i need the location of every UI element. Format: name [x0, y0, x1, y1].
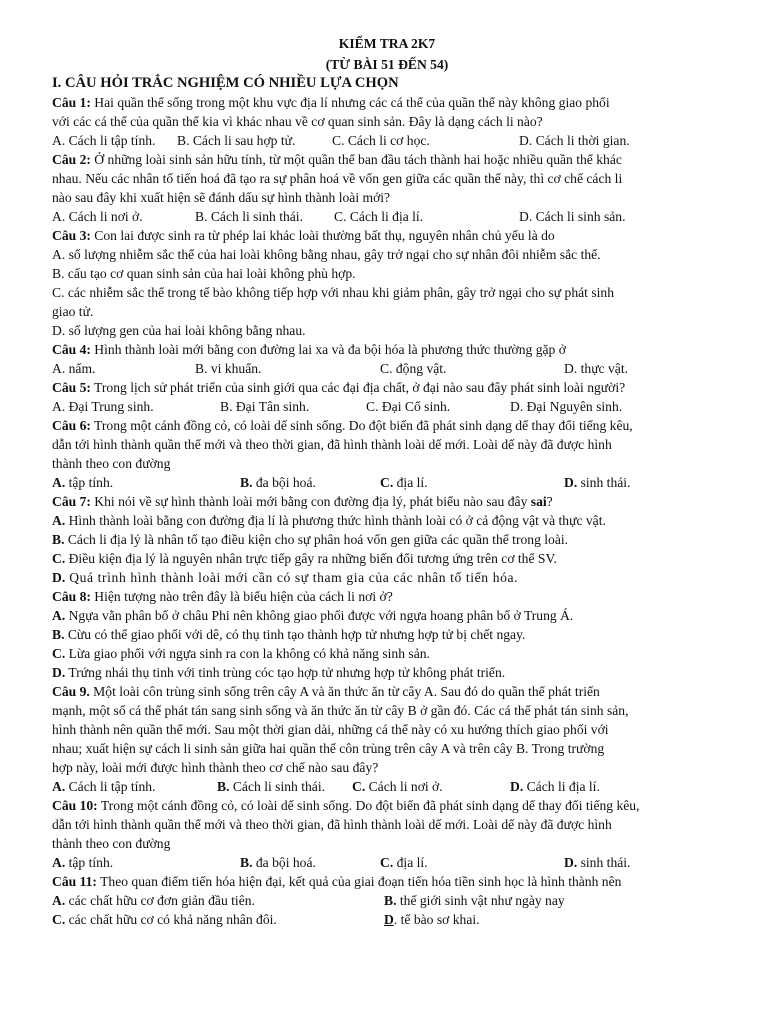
option-d: D. Cách li sinh sản.	[519, 209, 626, 224]
option-d: D. sinh thái.	[564, 855, 631, 870]
option-d: D. tế bào sơ khai.	[384, 912, 480, 927]
question-text: với các cá thể của quần thể kia vì khác nhau về cơ quan sinh sản. Đây là dạng cách li nào?	[52, 114, 543, 129]
section-heading: I. CÂU HỎI TRẮC NGHIỆM CÓ NHIỀU LỰA CHỌN	[52, 75, 399, 91]
question-text: Khi nói về sự hình thành loài mới bằng con đường địa lý, phát biểu nào sau đây	[90, 494, 531, 509]
question-label: Câu 10:	[52, 798, 98, 813]
question-text: nhau; xuất hiện sự cách li sinh sản giữa hai quần thể côn trùng trên cây A và trên cây B. Trong trường	[52, 741, 605, 756]
question-label: Câu 6:	[52, 418, 91, 433]
question-7: Câu 7: Khi nói về sự hình thành loài mới bằng con đường địa lý, phát biểu nào sau đây sai? A. Hình thành loài bằng con đường địa lí là phương thức hình thành loài có ở cả động vật và thực vật. B. Cách li địa lý là nhân tố tạo điều kiện cho sự phân hoá vốn gen giữa các quần thể trong loài. C. Điều kiện địa lý là nguyên nhân trực tiếp gây ra những biến đổi tương ứng trên cơ thể SV. D. Quá trình hình thành loài mới cần có sự tham gia của các nhân tố tiến hóa.	[52, 492, 722, 587]
option-c-cont: giao tử.	[52, 304, 94, 319]
option-b: B. đa bội hoá.	[240, 855, 316, 870]
question-10	[52, 796, 722, 872]
question-text: Con lai được sinh ra từ phép lai khác loài thường bất thụ, nguyên nhân chủ yếu là do	[90, 228, 555, 243]
question-text: Một loài côn trùng sinh sống trên cây A và ăn thức ăn từ cây A. Sau đó do quần thể phát triển	[89, 684, 600, 699]
question-label: Câu 9.	[52, 684, 90, 699]
option-b: B. Cách li sinh thái.	[195, 209, 303, 224]
question-2	[52, 150, 722, 226]
question-text: thành theo con đường	[52, 456, 171, 471]
question-text: dẫn tới hình thành quần thể mới và theo thời gian, đã hình thành loài dế mới. Loài dế này đã được hình	[52, 817, 612, 832]
option-c: C. Đại Cổ sinh.	[366, 399, 451, 414]
question-text: Hai quần thể sống trong một khu vực địa lí nhưng các cá thể của quần thể này không giao phối	[90, 95, 610, 110]
option-c: C. địa lí.	[380, 475, 428, 490]
option-a: A. số lượng nhiễm sắc thể của hai loài không bằng nhau, gây trở ngại cho sự nhân đôi nhiễm sắc thể.	[52, 247, 601, 262]
question-text: thành theo con đường	[52, 836, 171, 851]
option-b: B. thế giới sinh vật như ngày nay	[384, 893, 565, 908]
question-text: Trong một cánh đồng cỏ, có loài dế sinh sống. Do đột biến đã phát sinh dạng dế thay đổi tiếng kêu,	[97, 798, 640, 813]
question-text: nào sau đây khi xuất hiện sẽ đánh dấu sự hình thành loài mới?	[52, 190, 391, 205]
option-c: C. động vật.	[380, 361, 447, 376]
question-text: Theo quan điểm tiến hóa hiện đại, kết quả của giai đoạn tiến hóa tiền sinh học là hình thành nên	[96, 874, 622, 889]
question-text: Ở những loài sinh sản hữu tính, từ một quần thể ban đầu tách thành hai hoặc nhiều quần thể khác	[90, 152, 622, 167]
question-8	[52, 587, 722, 682]
option-a: A. tập tính.	[52, 855, 114, 870]
question-1	[52, 93, 722, 150]
question-text: Hình thành loài mới bằng con đường lai xa và đa bội hóa là phương thức thường gặp ở	[90, 342, 566, 357]
option-c: C. địa lí.	[380, 855, 428, 870]
option-a: A. tập tính.	[52, 475, 114, 490]
option-b: B. Cừu có thể giao phối với dê, có thụ tinh tạo thành hợp tử nhưng hợp tử bị chết ngay.	[52, 627, 526, 642]
option-d: D. Cách li địa lí.	[510, 779, 600, 794]
option-d: D. Cách li thời gian.	[519, 133, 630, 148]
question-label: Câu 3:	[52, 228, 91, 243]
option-a: A. Hình thành loài bằng con đường địa lí là phương thức hình thành loài có ở cả động vật và thực vật.	[52, 513, 606, 528]
option-c: C. Cách li cơ học.	[332, 133, 430, 148]
question-3	[52, 226, 722, 340]
option-d: D. Đại Nguyên sinh.	[510, 399, 623, 414]
question-label: Câu 7:	[52, 494, 91, 509]
option-d: D. Quá trình hình thành loài mới cần có sự tham gia của các nhân tố tiến hóa.	[52, 570, 519, 585]
option-c: C. các chất hữu cơ có khả năng nhân đôi.	[52, 912, 277, 927]
exam-subtitle: (TỪ BÀI 51 ĐẾN 54)	[325, 57, 449, 72]
exam-title: KIỂM TRA 2K7	[338, 36, 436, 51]
option-c: C. Cách li nơi ở.	[352, 779, 443, 794]
question-text: mạnh, một số cá thể phát tán sang sinh sống và ăn thức ăn từ cây B ở gần đó. Các cá thể phát tán sinh sản,	[52, 703, 629, 718]
question-label: Câu 11:	[52, 874, 97, 889]
option-a: A. nấm.	[52, 361, 96, 376]
option-c: C. Lừa giao phối với ngựa sinh ra con la không có khả năng sinh sản.	[52, 646, 430, 661]
option-a: A. các chất hữu cơ đơn giản đầu tiên.	[52, 893, 255, 908]
exam-document	[52, 34, 722, 929]
option-c: C. Cách li địa lí.	[334, 209, 424, 224]
question-5	[52, 378, 722, 416]
question-4	[52, 340, 722, 378]
keyword-sai: sai	[530, 494, 547, 509]
question-text: hợp này, loài mới được hình thành theo cơ chế nào sau đây?	[52, 760, 379, 775]
option-d: D. Trứng nhái thụ tinh với tinh trùng cóc tạo hợp tử nhưng hợp tử không phát triển.	[52, 665, 506, 680]
option-a: A. Cách li nơi ở.	[52, 209, 143, 224]
question-text: Trong lịch sử phát triển của sinh giới qua các đại địa chất, ở đại nào sau đây phát sinh loài người?	[90, 380, 626, 395]
option-a: A. Ngựa vằn phân bố ở châu Phi nên không giao phối được với ngựa hoang phân bố ở Trung Á.	[52, 608, 574, 623]
option-b: B. vi khuẩn.	[195, 361, 262, 376]
question-label: Câu 2:	[52, 152, 91, 167]
option-c: C. các nhiễm sắc thể trong tế bào không tiếp hợp với nhau khi giảm phân, gây trở ngại cho sự phát sinh	[52, 285, 614, 300]
question-11	[52, 872, 722, 929]
question-text: nhau. Nếu các nhân tố tiến hoá đã tạo ra sự phân hoá về vốn gen giữa các quần thể này, thì cơ chế cách li	[52, 171, 623, 186]
question-label: Câu 1:	[52, 95, 91, 110]
option-b: B. đa bội hoá.	[240, 475, 316, 490]
option-b: B. Đại Tân sinh.	[220, 399, 310, 414]
option-b: B. Cách li sau hợp tử.	[177, 133, 296, 148]
question-9	[52, 682, 722, 796]
option-b: B. cấu tạo cơ quan sinh sản của hai loài không phù hợp.	[52, 266, 356, 281]
option-a: A. Cách li tập tính.	[52, 779, 156, 794]
option-d: D. sinh thái.	[564, 475, 631, 490]
question-text: dẫn tới hình thành quần thể mới và theo thời gian, đã hình thành loài dế mới. Loài dế này đã được hình	[52, 437, 612, 452]
option-c: C. Điều kiện địa lý là nguyên nhân trực tiếp gây ra những biến đổi tương ứng trên cơ thể SV.	[52, 551, 557, 566]
option-d: D. thực vật.	[564, 361, 628, 376]
question-6	[52, 416, 722, 492]
question-text: Hiện tượng nào trên đây là biểu hiện của cách li nơi ở?	[90, 589, 393, 604]
option-b: B. Cách li địa lý là nhân tố tạo điều kiện cho sự phân hoá vốn gen giữa các quần thể trong loài.	[52, 532, 569, 547]
option-d: D. số lượng gen của hai loài không bằng nhau.	[52, 323, 306, 338]
question-label: Câu 5:	[52, 380, 91, 395]
option-b: B. Cách li sinh thái.	[217, 779, 325, 794]
option-a: A. Đại Trung sinh.	[52, 399, 154, 414]
question-label: Câu 4:	[52, 342, 91, 357]
option-a: A. Cách li tập tính.	[52, 133, 156, 148]
question-text: Trong một cánh đồng cỏ, có loài dế sinh sống. Do đột biến đã phát sinh dạng dế thay đổi tiếng kêu,	[90, 418, 633, 433]
question-label: Câu 8:	[52, 589, 91, 604]
question-text: hình thành nên quần thể mới. Sau một thời gian dài, những cá thể này có xu hướng thích giao phối với	[52, 722, 609, 737]
